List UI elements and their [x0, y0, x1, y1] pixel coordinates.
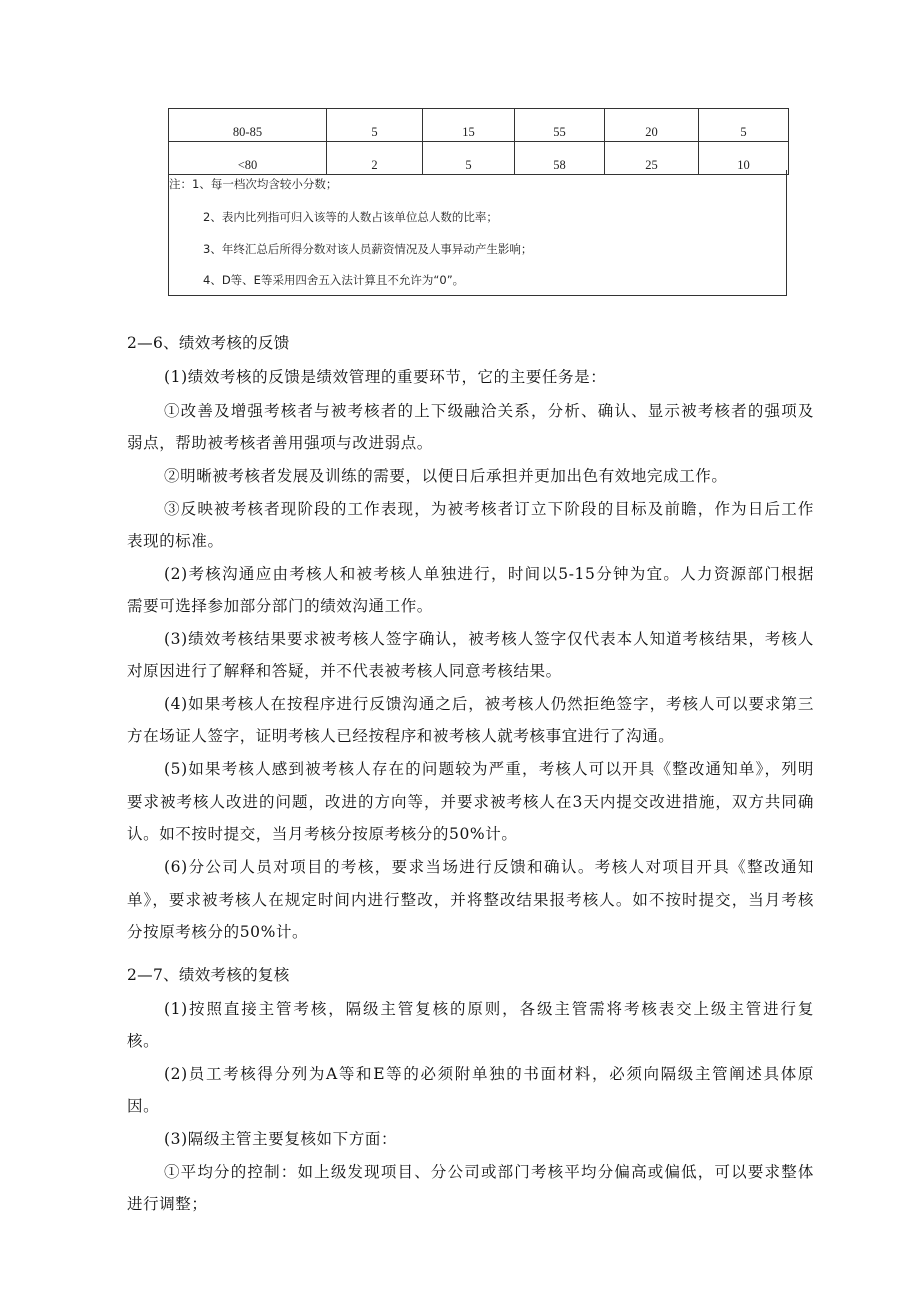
- paragraph: 对原因进行了解释和答疑，并不代表被考核人同意考核结果。: [127, 662, 562, 680]
- section-heading: 2—7、绩效考核的复核: [127, 966, 290, 984]
- table-cell: 15: [423, 109, 515, 142]
- paragraph: 弱点，帮助被考核者善用强项与改进弱点。: [127, 434, 433, 452]
- paragraph: ③反映被考核者现阶段的工作表现，为被考核者订立下阶段的目标及前瞻，作为日后工作: [164, 500, 814, 518]
- paragraph: (1)按照直接主管考核，隔级主管复核的原则，各级主管需将考核表交上级主管进行复: [164, 1000, 814, 1018]
- paragraph: (2)员工考核得分列为A等和E等的必须附单独的书面材料，必须向隔级主管阐述具体原: [164, 1065, 814, 1083]
- paragraph: 表现的标准。: [127, 532, 224, 550]
- table-cell: 25: [605, 142, 699, 175]
- note-line: 2、表内比列指可归入该等的人数占该单位总人数的比率；: [203, 210, 498, 224]
- table-cell: 55: [515, 109, 605, 142]
- table-cell: 58: [515, 142, 605, 175]
- paragraph: 进行调整；: [127, 1195, 208, 1213]
- paragraph: 需要可选择参加部分部门的绩效沟通工作。: [127, 597, 433, 615]
- paragraph: (3)隔级主管主要复核如下方面：: [164, 1130, 398, 1148]
- table-row: [169, 109, 789, 142]
- paragraph: 核。: [127, 1032, 160, 1050]
- table-cell: 5: [327, 109, 423, 142]
- table-notes: [168, 170, 787, 296]
- table-cell: 2: [327, 142, 423, 175]
- paragraph: (5)如果考核人感到被考核人存在的问题较为严重，考核人可以开具《整改通知单》，列明: [164, 760, 814, 778]
- paragraph: ①平均分的控制：如上级发现项目、分公司或部门考核平均分偏高或偏低，可以要求整体: [164, 1163, 814, 1181]
- table-cell: 5: [699, 109, 789, 142]
- table-cell: <80: [169, 142, 327, 175]
- note-line: 注：1、每一档次均含较小分数；: [169, 177, 338, 191]
- paragraph: (1)绩效考核的反馈是绩效管理的重要环节，它的主要任务是：: [164, 368, 607, 386]
- table-cell: 10: [699, 142, 789, 175]
- paragraph: (2)考核沟通应由考核人和被考核人单独进行，时间以5-15分钟为宜。人力资源部门根据: [164, 565, 814, 583]
- paragraph: (6)分公司人员对项目的考核，要求当场进行反馈和确认。考核人对项目开具《整改通知: [164, 858, 814, 876]
- paragraph: 因。: [127, 1097, 160, 1115]
- table-cell: 80-85: [169, 109, 327, 142]
- note-line: 4、D等、E等采用四舍五入法计算且不允许为“0”。: [203, 273, 465, 287]
- paragraph: 要求被考核人改进的问题，改进的方向等，并要求被考核人在3天内提交改进措施，双方共同确: [127, 793, 814, 811]
- table-cell: 20: [605, 109, 699, 142]
- paragraph: (3)绩效考核结果要求被考核人签字确认，被考核人签字仅代表本人知道考核结果，考核人: [164, 630, 814, 648]
- paragraph: 分按原考核分的50%计。: [127, 923, 309, 941]
- table-cell: 5: [423, 142, 515, 175]
- paragraph: 认。如不按时提交，当月考核分按原考核分的50%计。: [127, 825, 518, 843]
- note-line: 3、年终汇总后所得分数对该人员薪资情况及人事异动产生影响；: [203, 242, 533, 256]
- section-heading: 2—6、绩效考核的反馈: [127, 334, 290, 352]
- paragraph: 单》，要求被考核人在规定时间内进行整改，并将整改结果报考核人。如不按时提交，当月考核: [127, 891, 814, 909]
- paragraph: ②明晰被考核者发展及训练的需要，以便日后承担并更加出色有效地完成工作。: [164, 467, 728, 485]
- paragraph: (4)如果考核人在按程序进行反馈沟通之后，被考核人仍然拒绝签字，考核人可以要求第三: [164, 695, 814, 713]
- paragraph: ①改善及增强考核者与被考核者的上下级融洽关系，分析、确认、显示被考核者的强项及: [164, 402, 814, 420]
- paragraph: 方在场证人签字，证明考核人已经按程序和被考核人就考核事宜进行了沟通。: [127, 727, 675, 745]
- grade-distribution-table: [168, 108, 789, 175]
